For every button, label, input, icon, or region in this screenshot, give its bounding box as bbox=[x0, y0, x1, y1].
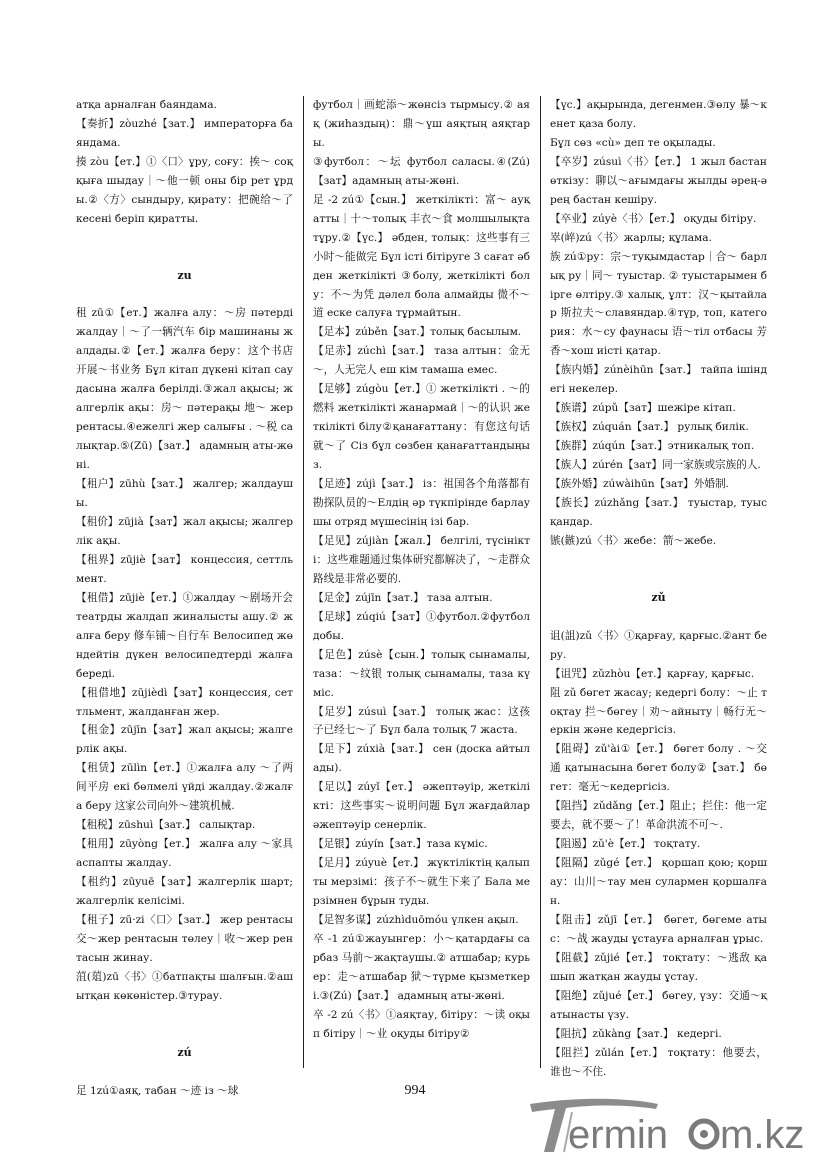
entry: 【租赁】zūlìn【ет.】①жалға алу ～了两间平房 екі бөлмелі үйді жалдау.②жалға беру 这家公司向外～建筑机械. bbox=[76, 762, 293, 813]
entry: 【阻绝】zǔjué【ет.】 бөгеу, үзу：交通～қатынасты үзу. bbox=[550, 989, 767, 1021]
left-column bbox=[76, 96, 293, 1101]
entry: 【阻抗】zǔkàng【зат.】 кедергі. bbox=[550, 1027, 722, 1040]
blank-line bbox=[550, 570, 767, 589]
entry: 菹(葅)zū〈书〉①батпақты шалғын.②ашытқан көкөністер.③турау. bbox=[76, 970, 293, 1002]
blank-line bbox=[76, 248, 293, 267]
entry: 【足迹】zújì【зат.】 із：祖国各个角落都有勘探队员的～Елдің әр түкпірінде барлаушы отряд мүшесінің ізі бар. bbox=[313, 478, 530, 528]
entry: 【足够】zúgòu【ет.】① жеткілікті . ～的燃料 жеткілікті жанармай｜～的认识 жеткілікті білу②қанағаттану：有您这句话就～了 Сіз бұл сөзбен қанағаттандыңыз. bbox=[313, 383, 530, 472]
section-heading: zu bbox=[177, 268, 192, 282]
right-column bbox=[550, 96, 767, 1082]
entry: 【足岁】zúsuì【зат.】 толық жас：这孩子已经七～了 Бұл бала толық 7 жаста. bbox=[313, 705, 530, 737]
blank-line bbox=[76, 1063, 293, 1082]
entry: 【租约】zūyuē【зат】жалгерлік шарт; жалгерлік келісімі. bbox=[76, 876, 293, 908]
blank-line bbox=[76, 1025, 293, 1044]
entry: ③футбол：～坛 футбол саласы.④(Zú)【зат】адамның аты-жөні. bbox=[313, 155, 530, 187]
entry: 【足智多谋】zúzhìduōmóu үлкен ақыл. bbox=[313, 913, 519, 926]
entry: 【族人】zúrén【зат】同一家族或宗族的人. bbox=[550, 459, 761, 472]
entry: 【足银】zúyín【зат.】таза күміс. bbox=[313, 838, 488, 851]
entry: 足 1zú①аяқ, табан ～迹 із ～球 bbox=[76, 1084, 239, 1097]
entry: 【租税】zūshuì【зат.】 салықтар. bbox=[76, 819, 256, 832]
blank-line bbox=[550, 551, 767, 570]
entry: 租 zū①【ет.】жалға алу：～房 пәтерді жалдау｜～了一辆汽车 бір машинаны жалдады.②【ет.】жалға беру：这个书店开展～书业务 Бұл кітап дүкені кітап саудасына жалға берілді.③жал ақысы; жалгерлік ақы：房～ пәтерақы 地～ жер рентасы.④ежелгі жер салығы . ～税 салықтар.⑤(Zū)【зат.】 адамның аты-жөні. bbox=[76, 307, 293, 472]
entry: 镞(鏃)zú〈书〉жебе：箭～жебе. bbox=[550, 534, 717, 547]
entry: 阻 zǔ бөгет жасау; кедергі болу：～止 тоқтау 拦～бөгеу｜劝～айныту｜畅行无～еркін және кедергісіз. bbox=[550, 686, 767, 737]
entry: 【足月】zúyuè【ет.】 жүктіліктің қалыпты мерзімі：孩子不～就生下来了 Бала мерзімнен бұрын туды. bbox=[313, 857, 530, 908]
entry: 【租用】zūyòng【ет.】 жалға алу ～家具 аспапты жалдау. bbox=[76, 838, 293, 870]
logo-text-suffix: m.kz bbox=[720, 1113, 805, 1156]
column-divider-left bbox=[303, 96, 304, 1068]
termincom-logo[interactable] bbox=[528, 1098, 818, 1156]
entry: 足 -2 zú①【сын.】 жеткілікті：富～ ауқатты｜十～толық 丰衣～食 молшылықта тұру.②【үс.】 әбден, толық：这些事有三小时～能做完 Бұл істі бітіруге 3 сағат әбден жеткілікті ③болу, жеткілікті болу：不～为凭 дәлел бола алмайды 微不～道 еске салуға тұрмайтын. bbox=[313, 193, 530, 320]
entry: 【诅咒】zǔzhòu【ет.】қарғау, қарғыс. bbox=[550, 667, 755, 680]
entry: 【租借地】zūjièdì【зат】концессия, сеттльмент, жалданған жер. bbox=[76, 686, 293, 718]
entry: 【租界】zūjiè【зат】 концессия, сеттльмент. bbox=[76, 553, 293, 585]
entry: 【足下】zúxià【зат.】 сен (доска айтылады). bbox=[313, 743, 530, 775]
entry: 诅(詛)zǔ〈书〉①қарғау, қарғыс.②ант беру. bbox=[550, 629, 767, 661]
entry: 【族外婚】zúwàihūn【зат】外婚制. bbox=[550, 478, 729, 491]
entry: 【足金】zújīn【зат.】 таза алтын. bbox=[313, 591, 493, 604]
entry: 崒(崪)zú〈书〉жарлы; құлама. bbox=[550, 231, 712, 244]
entry: 【租价】zūjià【зат】жал ақысы; жалгерлік ақы. bbox=[76, 515, 293, 547]
logo-text-prefix: ermin bbox=[568, 1113, 669, 1156]
entry: 【阻挡】zǔdǎng【ет.】阻止；拦住：他一定要去，就不要～了！革命洪流不可～. bbox=[550, 800, 767, 832]
blank-line bbox=[550, 608, 767, 627]
column-divider-right bbox=[540, 96, 541, 1068]
entry: 【租金】zūjīn【зат】жал ақысы; жалгерлік ақы. bbox=[76, 724, 293, 756]
entry: 卒 -2 zú〈书〉①аяқтау, бітіру：～读 оқып бітіру｜～业 оқуды бітіру② bbox=[313, 1008, 530, 1040]
termincom-logo-icon bbox=[528, 1098, 818, 1156]
entry: 【足见】zújiàn【жал.】 белгілі, түсінікті：这些难题通过集体研究都解决了，～走群众路线是非常必要的. bbox=[313, 534, 530, 585]
entry: 【租借】zūjiè【ет.】①жалдау ～剧场开会 театрды жалдап жиналысты ашу.② жалға беру 修车铺～自行车 Велосипед жөндейтін дүкен велосипедтерді жалға береді. bbox=[76, 591, 293, 680]
entry: 【租子】zū·zi〈口〉【зат.】 жер рентасы 交～жер рентасын төлеу｜收～жер рентасын жинау. bbox=[76, 913, 293, 964]
blank-line bbox=[76, 229, 293, 248]
entry: 卒 -1 zú①жауынгер：小～қатардағы сарбаз 马前～жақтаушы.② атшабар; курьер：走～атшабар 狱～түрме қызметкері.③(Zú)【зат.】 адамның аты-жөні. bbox=[313, 932, 530, 1002]
entry: Бұл сөз «cù» деп те оқылады. bbox=[550, 136, 716, 149]
entry: 【阻碍】zǔ'ài①【ет.】 бөгет болу . ～交通 қатынасына бөгет болу②【зат.】 бөгет：毫无～кедергісіз. bbox=[550, 743, 767, 794]
entry: футбол｜画蛇添～жөнсіз тырмысу.② аяқ (жиһаздың)：鼎～үш аяқтың аяқтары. bbox=[313, 99, 530, 149]
entry: 【足赤】zúchì【зат.】 таза алтын：金无～，人无完人 еш кім тамаша емес. bbox=[313, 345, 530, 377]
entry: 揍 zòu【ет.】①〈口〉ұру, соғу：挨～ соққыға шыдау｜～他一顿 оны бір рет ұрды.②〈方〉сындыру, қирату：把碗给～了 кесені беріп қиратты. bbox=[76, 155, 293, 225]
entry: 【阻遏】zǔ'è【ет.】 тоқтату. bbox=[550, 838, 701, 851]
blank-line bbox=[76, 286, 293, 305]
section-heading: zú bbox=[177, 1045, 192, 1059]
entry: 【足本】zúběn【зат.】толық басылым. bbox=[313, 326, 522, 339]
entry: 【族权】zúquán【зат.】 рулық билік. bbox=[550, 421, 749, 434]
entry: 【足以】zúyǐ【ет.】 әжептәуір, жеткілікті：这些事实～说明问题 Бұл жағдайлар әжептәуір сенерлік. bbox=[313, 781, 530, 832]
entry: 【族谱】zúpǔ【зат】шежіре кітап. bbox=[550, 402, 736, 415]
entry: 【阻击】zǔjī【ет.】 бөгет, бөгеме атыс：～战 жауды ұстауға арналған ұрыс. bbox=[550, 913, 767, 945]
entry: 【族群】zúqún【зат.】этникалық топ. bbox=[550, 440, 755, 453]
entry: 【足色】zúsè【сын.】толық сынамалы, таза：～纹银 толық сынамалы, таза күміс. bbox=[313, 648, 530, 699]
entry: 【卒岁】zúsuì〈书〉【ет.】 1 жыл бастан өткізу：聊以～ағымдағы жылды әрең-әрең бастан кешіру. bbox=[550, 155, 767, 206]
entry: 【族内婚】zúnèihūn【зат.】 тайпа ішіндегі некелер. bbox=[550, 364, 767, 396]
blank-line bbox=[76, 1006, 293, 1025]
entry: 【阻拦】zǔlán【ет.】 тоқтату：他要去，谁也～不住. bbox=[550, 1046, 767, 1078]
entry: 【租户】zūhù【зат.】 жалгер; жалдаушы. bbox=[76, 478, 293, 510]
entry: 族 zú①ру：宗～туқымдастар｜合～ барлық ру｜同～ туыстар. ② туыстарымен бірге өлтіру.③ халық, ұлт：汉～қытайлар 斯拉夫～славяндар.④түр, топ, категория：水～су фаунасы 语～тіл отбасы 芳香～хош иісті қатар. bbox=[550, 250, 767, 358]
page-number: 994 bbox=[404, 1083, 426, 1098]
entry: 【үс.】ақырында, дегенмен.③өлу 暴～кенет қаза болу. bbox=[550, 99, 767, 130]
entry: 【族长】zúzhǎng【зат.】 туыстар, туысқандар. bbox=[550, 497, 767, 528]
section-heading: zǔ bbox=[651, 590, 666, 604]
entry: 【足球】zúqiú【зат】①футбол.②футбол добы. bbox=[313, 610, 530, 642]
entry: 【卒业】zúyè〈书〉【ет.】 оқуды бітіру. bbox=[550, 212, 757, 225]
entry: атқа арналған баяндама. bbox=[76, 99, 217, 111]
entry: 【阻隔】zǔgé【ет.】 қоршап қою; қоршау：山川～тау мен сулармен қоршалған. bbox=[550, 857, 767, 908]
entry: 【奏折】zòuzhé【зат.】 императорға баяндама. bbox=[76, 117, 293, 149]
middle-column bbox=[313, 96, 530, 1044]
entry: 【阻截】zǔjié【ет.】 тоқтату：～逃敌 қашып жатқан жауды ұстау. bbox=[550, 951, 767, 983]
